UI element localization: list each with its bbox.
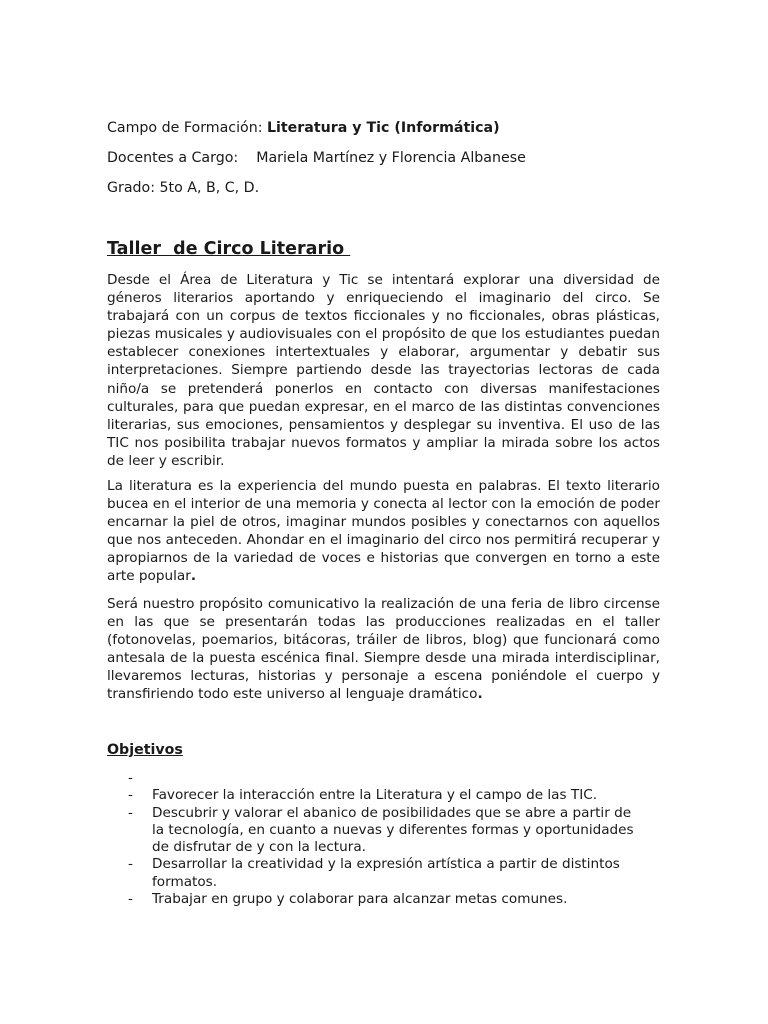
list-item [128,856,638,891]
bullet-dash: - [128,787,133,804]
list-item-text: Desarrollar la creatividad y la expresión artística a partir de distintos formatos. [152,856,620,890]
document-title: Taller de Circo Literario [107,239,351,259]
list-item-text: Descubrir y valorar el abanico de posibilidades que se abre a partir de la tecnología, en cuanto a nuevas y diferentes formas y oportunidades de disfrutar de y con la lectura. [152,804,634,856]
list-item-text: Trabajar en grupo y colaborar para alcanzar metas comunes. [152,891,568,908]
docentes-value: Mariela Martínez y Florencia Albanese [256,150,526,166]
bullet-dash: - [128,804,133,821]
list-item [128,787,638,804]
list-item [128,770,638,787]
bullet-dash: - [128,891,133,908]
bullet-dash: - [128,856,133,873]
paragraph-2-period: . [190,568,196,585]
paragraph-1 [107,271,660,470]
list-item-text: Favorecer la interacción entre la Literatura y el campo de las TIC. [152,787,598,804]
objectives-title: Objetivos [107,742,183,758]
objectives-list [128,770,638,908]
docentes-line [107,149,526,167]
paragraph-2-text: La literatura es la experiencia del mundo puesta en palabras. El texto literario bucea en el interior de una memoria y conecta al lector con la emoción de poder encarnar la piel de otros, imaginar mundos posibles y conectarnos con aquellos que nos anteceden. Ahondar en el imaginario del circo nos permitirá recuperar y apropiarnos de la variedad de voces e historias que convergen en torno a este arte popular [107,478,660,585]
paragraph-3-text: Será nuestro propósito comunicativo la realización de una feria de libro circense en las que se presentarán todas las producciones realizadas en el taller (fotonovelas, poemarios, bitácoras, tráiler de libros, blog) que funcionará como antesala de la puesta escénica final. Siempre desde una mirada interdisciplinar, llevaremos lecturas, historias y personaje a escena poniéndole el cuerpo y transfiriendo todo este universo al lenguaje dramático [107,596,660,703]
grado-line: Grado: 5to A, B, C, D. [107,180,260,196]
campo-label: Campo de Formación: [107,120,267,136]
paragraph-1-text: Desde el Área de Literatura y Tic se intentará explorar una diversidad de géneros literarios aportando y enriqueciendo el imaginario del circo. Se trabajará con un corpus de textos ficcionales y no ficcionales, obras plásticas, piezas musicales y audiovisuales con el propósito de que los estudiantes puedan establecer conexiones intertextuales y elaborar, argumentar y debatir sus interpretaciones. Siempre partiendo desde las trayectorias lectoras de cada niño/a se pretenderá ponerlos en contacto con diversas manifestaciones culturales, para que puedan expresar, en el marco de las distintas convenciones literarias, sus emociones, pensamientos y desplegar su inventiva. El uso de las TIC nos posibilita trabajar nuevos formatos y ampliar la mirada sobre los actos de leer y escribir. [107,272,660,469]
bullet-dash: - [128,770,133,786]
docentes-label: Docentes a Cargo: [107,150,257,166]
list-item [128,891,638,908]
list-item [128,805,638,857]
paragraph-2 [107,477,660,586]
paragraph-3-period: . [477,686,483,703]
campo-line [107,119,500,137]
campo-value: Literatura y Tic (Informática) [267,120,500,136]
paragraph-3 [107,595,660,704]
